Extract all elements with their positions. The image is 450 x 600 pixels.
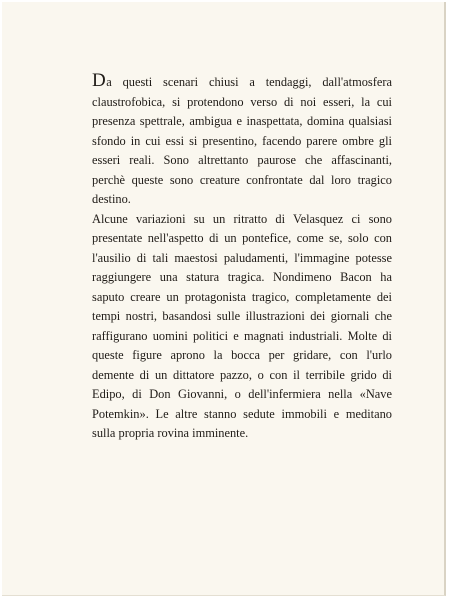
body-text: [92, 70, 392, 444]
paragraph-1: [92, 70, 392, 210]
drop-cap-initial: D: [92, 70, 107, 91]
book-page: [2, 2, 446, 596]
paragraph-1-text: a questi scenari chiusi a tendaggi, dall'atmosfera claustrofobica, si protendono verso di noi esseri, la cui presenza spettrale, ambigua e inaspettata, domina qualsiasi sfondo in cui essi si presentino, facendo parere ombre gli esseri reali. Sono altrettanto paurose che affascinanti, perchè queste sono creature confrontate dal loro tragico destino.: [92, 75, 392, 206]
paragraph-2: Alcune variazioni su un ritratto di Velasquez ci sono presentate nell'aspetto di un pontefice, come se, solo con l'ausilio di tali maestosi paludamenti, l'immagine potesse raggiungere una statura tragica. Nondimeno Bacon ha saputo creare un protagonista tragico, completamente dei tempi nostri, basandosi sulle illustrazioni dei giornali che raffigurano uomini politici e magnati industriali. Molte di queste figure aprono la bocca per gridare, con l'urlo demente di un dittatore pazzo, o con il terribile grido di Edipo, di Don Giovanni, o dell'infermiera nella «Nave Potemkin». Le altre stanno sedute immobili e meditano sulla propria rovina imminente.: [92, 211, 392, 440]
